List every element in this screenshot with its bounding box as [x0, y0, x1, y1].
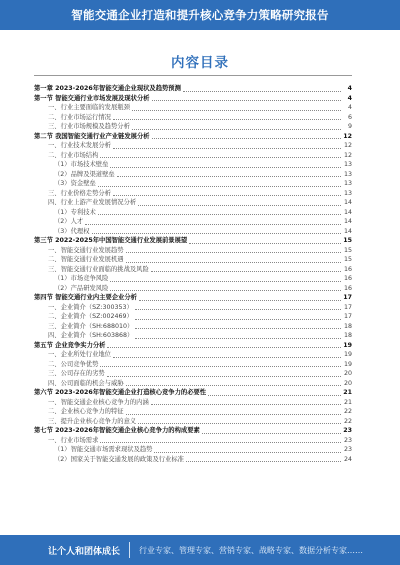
- footer-slogan: 让个人和团体成长: [48, 546, 121, 557]
- toc-entry-text: 第五节 企业竞争实力分析: [34, 341, 106, 349]
- toc-entry-text: 第一章 2023-2026年智能交通企业现状及趋势预测: [34, 85, 181, 92]
- toc-entry-text: 一、行业技术发展分析: [48, 142, 111, 149]
- toc-page-number: 24: [343, 455, 352, 463]
- toc-entry[interactable]: [34, 274, 352, 284]
- toc-entry-text: 二、企业简介（SZ:002469）: [48, 313, 133, 320]
- toc-entry-text: 三、提升企业核心竞争力的意义: [48, 417, 137, 425]
- toc-leader-dots: [98, 214, 341, 215]
- toc-leader-dots: [100, 157, 341, 158]
- toc-page-number: 19: [343, 341, 352, 349]
- toc-leader-dots: [110, 167, 341, 168]
- toc-page-number: 12: [343, 151, 352, 159]
- toc-entry-text: 第七节 2023-2026年智能交通企业核心竞争力的构成要素: [34, 427, 200, 434]
- toc-entry[interactable]: [34, 341, 352, 351]
- toc-leader-dots: [117, 176, 341, 177]
- toc-heading-divider: [34, 75, 352, 76]
- toc-entry[interactable]: [34, 255, 352, 265]
- toc-page-number: 13: [343, 161, 352, 168]
- toc-page-number: 13: [343, 170, 352, 178]
- toc-entry-text: 第一节 智能交通行业市场发展及现状分析: [34, 94, 150, 102]
- toc-leader-dots: [152, 138, 341, 139]
- toc-entry[interactable]: [34, 208, 352, 218]
- toc-page-number: 21: [343, 398, 352, 406]
- toc-leader-dots: [135, 319, 341, 320]
- toc-heading: 内容目录: [171, 55, 229, 71]
- toc-page-number: 17: [343, 303, 352, 311]
- toc-leader-dots: [107, 347, 341, 348]
- toc-leader-dots: [202, 433, 341, 434]
- toc-leader-dots: [154, 452, 341, 453]
- toc-entry-text: 一、智能交通行业发展趋势: [48, 246, 124, 254]
- toc-entry-text: 第三节 2022-2025年中国智能交通行业发展前景展望: [34, 237, 188, 244]
- toc-entry[interactable]: [34, 141, 352, 151]
- toc-entry[interactable]: [34, 217, 352, 227]
- toc-entry-text: （2）人才: [54, 218, 84, 225]
- toc-leader-dots: [100, 366, 341, 367]
- toc-page-number: 15: [343, 256, 352, 263]
- toc-entry[interactable]: [34, 360, 352, 370]
- toc-entry-text: 三、行业市场规模及趋势分析: [48, 123, 130, 130]
- toc-leader-dots: [151, 271, 341, 272]
- toc-leader-dots: [132, 129, 341, 130]
- toc-page-number: 4: [347, 94, 352, 102]
- toc-entry-text: 第六节 2023-2026年智能交通企业打造核心竞争力的必要性: [34, 389, 207, 396]
- toc-entry-text: 一、企业所处行业地位: [48, 351, 111, 358]
- toc-page-number: 9: [347, 123, 352, 130]
- toc-entry-text: 一、企业简介（SZ:300353）: [48, 303, 133, 311]
- toc-leader-dots: [132, 110, 341, 111]
- toc-entry-text: （1）市场技术壁垒: [54, 161, 109, 168]
- toc-entry-text: 三、行业价格走势分析: [48, 189, 111, 197]
- toc-entry-text: （2）国家关于智能交通发展的政策及行业标准: [54, 455, 184, 463]
- toc-page-number: 19: [343, 351, 352, 358]
- toc-entry-text: （1）智能交通市场需求现状及趋势: [54, 446, 153, 453]
- toc-entry[interactable]: [34, 113, 352, 123]
- toc-leader-dots: [151, 404, 341, 405]
- toc-leader-dots: [183, 91, 341, 92]
- report-header-banner: [0, 0, 400, 30]
- toc-page-number: 14: [343, 208, 352, 216]
- toc-leader-dots: [113, 148, 341, 149]
- toc-entry[interactable]: [34, 398, 352, 408]
- toc-page-number: 21: [343, 389, 352, 396]
- toc-page-number: 6: [347, 113, 352, 121]
- toc-entry-text: 第二节 我国智能交通行业产业链发展分析: [34, 132, 150, 140]
- toc-page-number: 14: [343, 199, 352, 206]
- toc-entry[interactable]: [34, 426, 352, 436]
- toc-page-number: 4: [347, 85, 352, 92]
- toc-page-number: 23: [343, 436, 352, 444]
- toc-entry[interactable]: [34, 227, 352, 237]
- toc-entry-text: （3）代理权: [54, 227, 90, 235]
- toc-entry[interactable]: [34, 331, 352, 341]
- toc-leader-dots: [98, 186, 341, 187]
- toc-leader-dots: [126, 252, 341, 253]
- toc-entry-text: 一、行业市场需求: [48, 436, 99, 444]
- toc-entry[interactable]: [34, 455, 352, 465]
- toc-page-number: 17: [343, 294, 352, 301]
- toc-leader-dots: [135, 328, 341, 329]
- toc-page-number: 13: [343, 180, 352, 187]
- toc-entry[interactable]: [34, 350, 352, 360]
- toc-entry-text: 二、智能交通行业发展机遇: [48, 256, 124, 263]
- toc-entry[interactable]: [34, 312, 352, 322]
- toc-page-number: 16: [343, 284, 352, 292]
- toc-page-number: 16: [343, 265, 352, 273]
- toc-entry[interactable]: [34, 179, 352, 189]
- table-of-contents: [34, 84, 352, 496]
- toc-entry-text: 二、企业核心竞争力的特征: [48, 408, 124, 415]
- report-title: 智能交通企业打造和提升核心竞争力策略研究报告: [71, 8, 329, 22]
- footer-banner: [0, 535, 400, 565]
- toc-entry[interactable]: [34, 132, 352, 142]
- toc-entry-text: 三、公司存在的劣势: [48, 370, 105, 377]
- toc-leader-dots: [208, 395, 341, 396]
- toc-entry[interactable]: [34, 369, 352, 379]
- toc-leader-dots: [139, 300, 341, 301]
- toc-entry-text: （2）品牌及渠道壁垒: [54, 170, 115, 178]
- toc-leader-dots: [138, 423, 341, 424]
- toc-leader-dots: [113, 195, 341, 196]
- toc-page-number: 20: [343, 370, 352, 377]
- toc-entry[interactable]: [34, 303, 352, 313]
- toc-entry[interactable]: [34, 265, 352, 275]
- toc-leader-dots: [189, 243, 341, 244]
- toc-page-number: 4: [347, 104, 352, 111]
- toc-page-number: 15: [343, 237, 352, 244]
- toc-leader-dots: [126, 262, 341, 263]
- toc-page-number: 23: [343, 446, 352, 453]
- toc-entry-text: （2）产品研发风险: [54, 284, 109, 292]
- toc-leader-dots: [113, 119, 341, 120]
- toc-entry[interactable]: [34, 151, 352, 161]
- footer-experts: 行业专家、管理专家、营销专家、战略专家、数据分析专家……: [139, 545, 364, 555]
- toc-leader-dots: [152, 100, 341, 101]
- toc-page-number: 22: [343, 408, 352, 415]
- toc-entry[interactable]: [34, 189, 352, 199]
- toc-entry[interactable]: [34, 236, 352, 246]
- toc-page-number: 12: [343, 142, 352, 149]
- toc-entry[interactable]: [34, 170, 352, 180]
- toc-entry[interactable]: [34, 103, 352, 113]
- toc-leader-dots: [135, 309, 341, 310]
- toc-page-number: 15: [343, 246, 352, 254]
- toc-leader-dots: [110, 281, 341, 282]
- toc-entry[interactable]: [34, 417, 352, 427]
- toc-page-number: 22: [343, 417, 352, 425]
- toc-entry-text: 四、企业简介（SH:603868）: [48, 332, 134, 339]
- toc-leader-dots: [113, 357, 341, 358]
- toc-entry-text: （3）资金壁垒: [54, 180, 96, 187]
- toc-leader-dots: [110, 290, 341, 291]
- toc-entry-text: 四、行业上游产业发展情况分析: [48, 199, 137, 206]
- toc-page-number: 18: [343, 332, 352, 339]
- toc-entry[interactable]: [34, 445, 352, 455]
- toc-page-number: 16: [343, 275, 352, 282]
- toc-page-number: 17: [343, 313, 352, 320]
- toc-entry-text: 三、企业简介（SH:688010）: [48, 322, 134, 330]
- toc-leader-dots: [92, 233, 342, 234]
- toc-page-number: 12: [343, 132, 352, 140]
- toc-entry-text: 一、行业主要面临的发展瓶颈: [48, 104, 130, 111]
- toc-entry-text: 二、行业市场运行情况: [48, 113, 111, 121]
- toc-page-number: 18: [343, 322, 352, 330]
- toc-entry-text: 四、公司面临的机会与威胁: [48, 379, 124, 387]
- toc-entry[interactable]: [34, 198, 352, 208]
- toc-entry[interactable]: [34, 284, 352, 294]
- toc-entry-text: 第四节 智能交通行业内主要企业分析: [34, 294, 137, 301]
- toc-leader-dots: [100, 442, 341, 443]
- toc-page-number: 13: [343, 189, 352, 197]
- toc-entry-text: 二、行业市场结构: [48, 151, 99, 159]
- toc-page-number: 20: [343, 379, 352, 387]
- toc-entry[interactable]: [34, 84, 352, 94]
- toc-entry-text: 三、智能交通行业面临的挑战及风险: [48, 265, 149, 273]
- toc-leader-dots: [126, 385, 341, 386]
- toc-entry-text: 一、智能交通企业核心竞争力的内涵: [48, 398, 149, 406]
- toc-leader-dots: [138, 205, 341, 206]
- toc-leader-dots: [85, 224, 341, 225]
- toc-entry[interactable]: [34, 407, 352, 417]
- toc-entry-text: 二、公司竞争优势: [48, 360, 99, 368]
- toc-entry[interactable]: [34, 94, 352, 104]
- footer-divider: [129, 542, 130, 558]
- toc-entry[interactable]: [34, 293, 352, 303]
- toc-entry[interactable]: [34, 160, 352, 170]
- toc-entry[interactable]: [34, 246, 352, 256]
- toc-entry-text: （1）专利技术: [54, 208, 96, 216]
- toc-page-number: 23: [343, 427, 352, 434]
- toc-leader-dots: [126, 414, 341, 415]
- toc-leader-dots: [107, 376, 341, 377]
- toc-entry[interactable]: [34, 388, 352, 398]
- toc-leader-dots: [186, 461, 341, 462]
- toc-page-number: 14: [343, 227, 352, 235]
- toc-entry-text: （1）市场竞争风险: [54, 275, 109, 282]
- toc-entry[interactable]: [34, 322, 352, 332]
- toc-entry[interactable]: [34, 379, 352, 389]
- toc-entry[interactable]: [34, 122, 352, 132]
- toc-leader-dots: [135, 338, 341, 339]
- toc-page-number: 14: [343, 218, 352, 225]
- toc-page-number: 19: [343, 360, 352, 368]
- toc-entry[interactable]: [34, 436, 352, 446]
